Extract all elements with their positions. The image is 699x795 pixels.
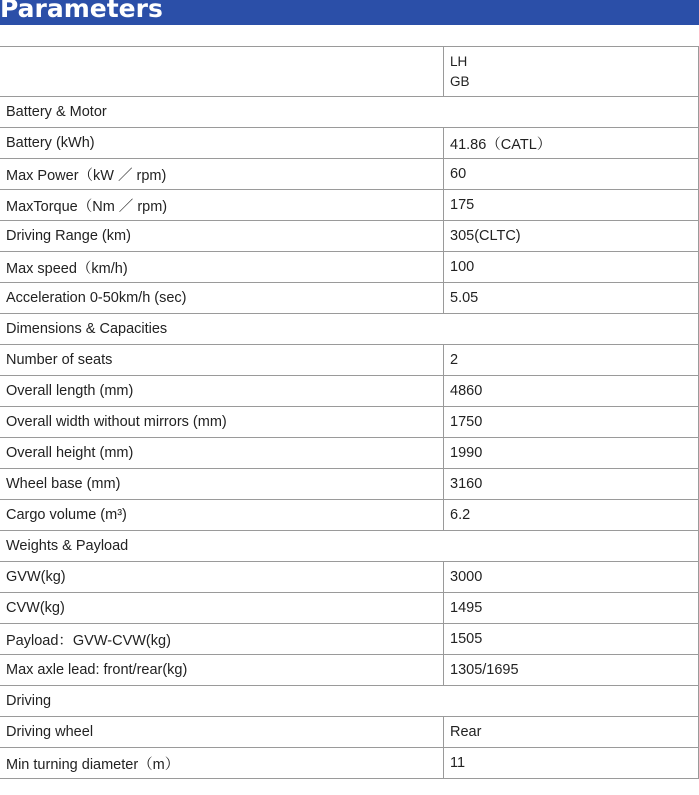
table-row bbox=[0, 283, 699, 314]
table-row bbox=[0, 469, 699, 500]
table-row bbox=[0, 190, 699, 221]
parameter-value: 4860 bbox=[444, 376, 699, 407]
parameter-value: 305(CLTC) bbox=[444, 221, 699, 252]
parameter-label: Battery (kWh) bbox=[0, 128, 444, 159]
parameter-value: 41.86（CATL） bbox=[444, 128, 699, 159]
parameter-label: GVW(kg) bbox=[0, 562, 444, 593]
header-variant-cell bbox=[444, 47, 699, 97]
parameter-value: 1505 bbox=[444, 624, 699, 655]
section-row bbox=[0, 531, 699, 562]
parameter-label: Overall length (mm) bbox=[0, 376, 444, 407]
parameter-label: Driving wheel bbox=[0, 717, 444, 748]
table-row bbox=[0, 159, 699, 190]
table-row bbox=[0, 376, 699, 407]
table-row bbox=[0, 438, 699, 469]
parameter-value: 100 bbox=[444, 252, 699, 283]
table-row bbox=[0, 717, 699, 748]
table-row bbox=[0, 748, 699, 779]
section-row bbox=[0, 314, 699, 345]
parameter-value: 1495 bbox=[444, 593, 699, 624]
parameter-label: Acceleration 0-50km/h (sec) bbox=[0, 283, 444, 314]
parameters-table bbox=[0, 46, 699, 779]
table-row bbox=[0, 593, 699, 624]
table-row bbox=[0, 252, 699, 283]
parameter-value: 1305/1695 bbox=[444, 655, 699, 686]
section-row bbox=[0, 686, 699, 717]
section-heading: Battery & Motor bbox=[0, 97, 699, 128]
parameter-label: Overall width without mirrors (mm) bbox=[0, 407, 444, 438]
parameter-value: 2 bbox=[444, 345, 699, 376]
header-line: GB bbox=[450, 73, 470, 89]
parameter-label: Max axle lead: front/rear(kg) bbox=[0, 655, 444, 686]
section-heading: Driving bbox=[0, 686, 699, 717]
parameter-label: Cargo volume (m³) bbox=[0, 500, 444, 531]
parameter-label: Driving Range (km) bbox=[0, 221, 444, 252]
parameter-label: Max speed（km/h) bbox=[0, 252, 444, 283]
parameter-value: 3000 bbox=[444, 562, 699, 593]
table-row bbox=[0, 655, 699, 686]
parameter-label: Max Power（kW ／ rpm) bbox=[0, 159, 444, 190]
section-heading: Weights & Payload bbox=[0, 531, 699, 562]
section-row bbox=[0, 97, 699, 128]
parameter-value: 11 bbox=[444, 748, 699, 779]
table-row bbox=[0, 407, 699, 438]
parameter-value: 6.2 bbox=[444, 500, 699, 531]
table-row bbox=[0, 128, 699, 159]
table-row bbox=[0, 345, 699, 376]
parameter-label: Overall height (mm) bbox=[0, 438, 444, 469]
parameter-label: Payload：GVW-CVW(kg) bbox=[0, 624, 444, 655]
parameter-label: Wheel base (mm) bbox=[0, 469, 444, 500]
table-row bbox=[0, 500, 699, 531]
table-row bbox=[0, 624, 699, 655]
page-title: Parameters bbox=[0, 0, 163, 23]
section-heading: Dimensions & Capacities bbox=[0, 314, 699, 345]
title-banner bbox=[0, 0, 699, 25]
parameter-value: Rear bbox=[444, 717, 699, 748]
parameter-value: 3160 bbox=[444, 469, 699, 500]
table-header-row bbox=[0, 47, 699, 97]
parameter-value: 1750 bbox=[444, 407, 699, 438]
parameter-label: CVW(kg) bbox=[0, 593, 444, 624]
parameter-label: Min turning diameter（m） bbox=[0, 748, 444, 779]
parameter-label: Number of seats bbox=[0, 345, 444, 376]
parameter-value: 1990 bbox=[444, 438, 699, 469]
header-line: LH bbox=[450, 53, 468, 69]
table-row bbox=[0, 562, 699, 593]
parameter-value: 175 bbox=[444, 190, 699, 221]
parameter-value: 60 bbox=[444, 159, 699, 190]
parameter-value: 5.05 bbox=[444, 283, 699, 314]
parameter-label: MaxTorque（Nm ／ rpm) bbox=[0, 190, 444, 221]
header-empty-cell bbox=[0, 47, 444, 97]
table-row bbox=[0, 221, 699, 252]
